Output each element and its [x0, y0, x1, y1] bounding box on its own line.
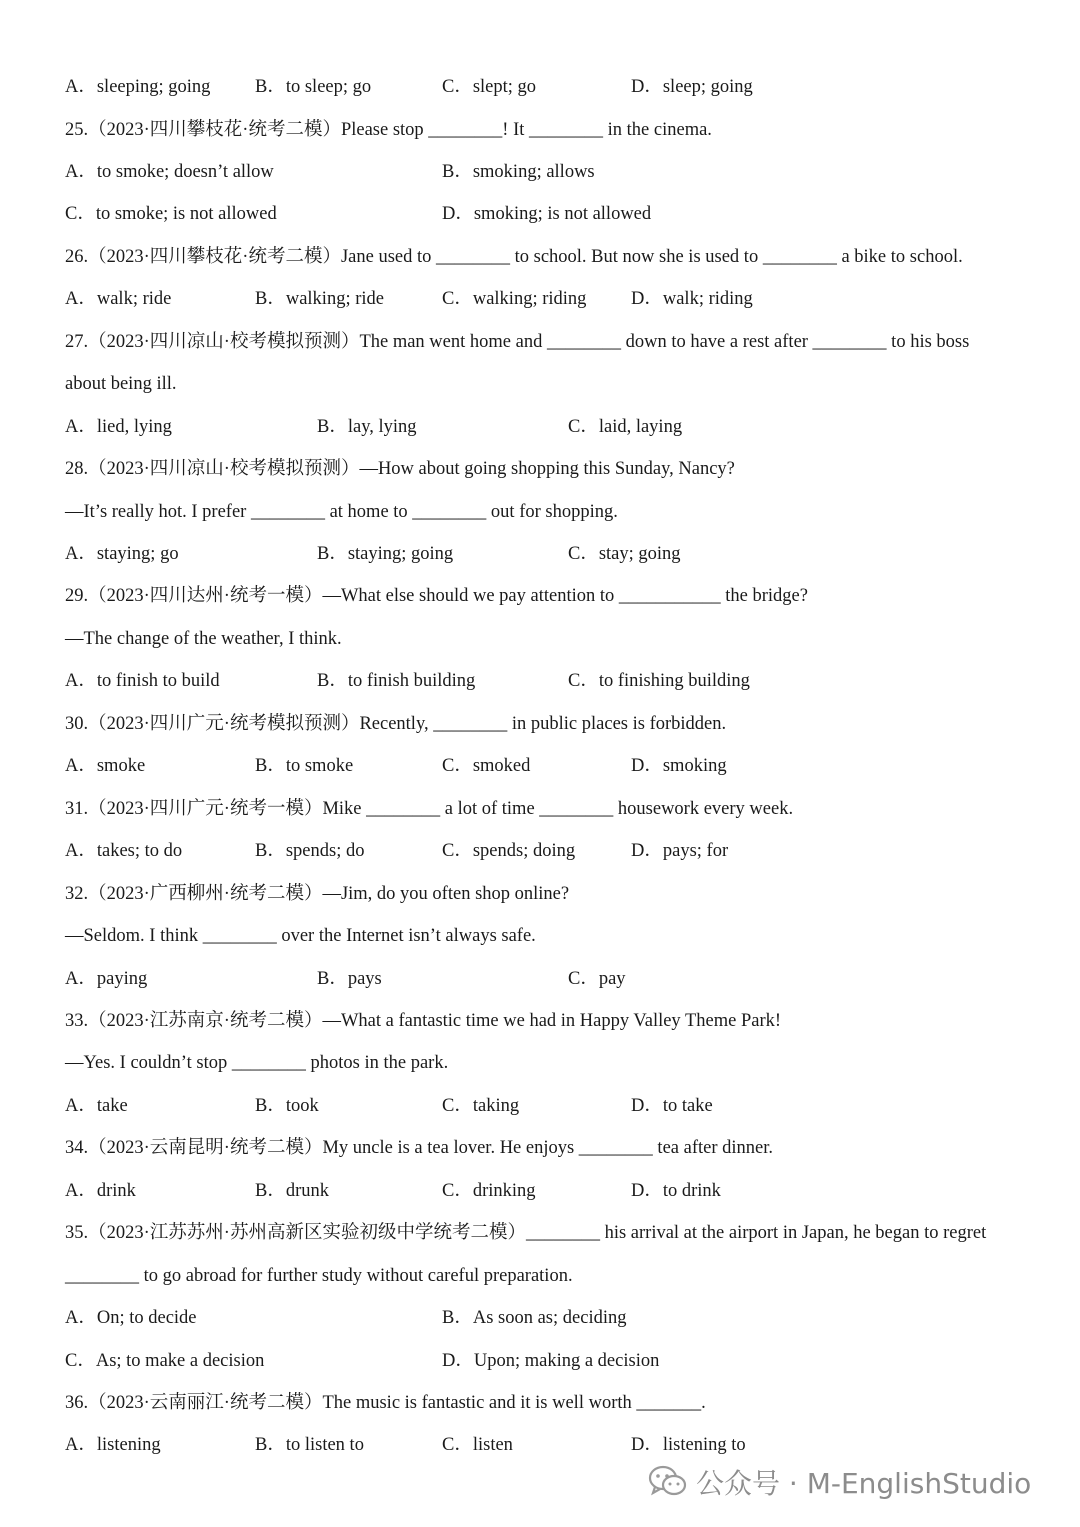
option-d: D．smoking	[631, 756, 727, 777]
option-c: C．pay	[568, 968, 626, 989]
option-c: C．spends; doing	[442, 841, 576, 862]
option-b: B．to sleep; go	[255, 77, 372, 97]
question-line: 35.（2023·江苏苏州·苏州高新区实验初级中学统考二模）________ his arrival at the airport in Japan, he began to regret	[65, 1223, 987, 1244]
option-a: A．On; to decide	[65, 1308, 197, 1329]
question-line: 28.（2023·四川凉山·校考模拟预测）—How about going shopping this Sunday, Nancy?	[65, 459, 735, 480]
options-row	[65, 751, 1030, 781]
option-a: A．walk; ride	[65, 289, 172, 310]
option-c: C．walking; riding	[442, 289, 587, 310]
question-line: 29.（2023·四川达州·统考一模）—What else should we pay attention to ___________ the bridge?	[65, 586, 808, 607]
option-b: D．smoking; is not allowed	[442, 204, 652, 225]
question-line: —It’s really hot. I prefer ________ at home to ________ out for shopping.	[65, 501, 618, 522]
question-line: ________ to go abroad for further study without careful preparation.	[65, 1265, 573, 1286]
options-row	[65, 412, 1030, 442]
watermark-text: 公众号 · M-EnglishStudio	[696, 1467, 1032, 1500]
option-a: A．staying; go	[65, 544, 179, 564]
options-row	[65, 199, 1030, 229]
option-a: A．lied, lying	[65, 416, 172, 437]
question-line: 31.（2023·四川广元·统考一模）Mike ________ a lot of time ________ housework every week.	[65, 798, 794, 819]
option-b: B．spends; do	[255, 841, 365, 862]
options-row	[65, 284, 1030, 314]
option-c: C．slept; go	[442, 77, 537, 97]
options-row	[65, 964, 1030, 994]
option-b: B．to smoke	[255, 756, 354, 777]
question-line: —Seldom. I think ________ over the Internet isn’t always safe.	[65, 926, 536, 946]
question-line: 34.（2023·云南昆明·统考二模）My uncle is a tea lover. He enjoys ________ tea after dinner.	[65, 1138, 773, 1159]
option-c: C．drinking	[442, 1180, 536, 1201]
option-c: C．to finishing building	[568, 671, 750, 692]
question-line: 32.（2023·广西柳州·统考二模）—Jim, do you often shop online?	[65, 883, 570, 904]
option-a: A．to smoke; doesn’t allow	[65, 161, 274, 182]
options-row	[65, 666, 1030, 696]
option-d: D．listening to	[631, 1435, 746, 1456]
options-row	[65, 1091, 1030, 1121]
option-a: C．As; to make a decision	[65, 1350, 265, 1371]
option-b: B．lay, lying	[317, 416, 417, 437]
watermark	[648, 1462, 1031, 1502]
option-d: D．pays; for	[631, 841, 729, 862]
option-a: A．sleeping; going	[65, 77, 211, 97]
option-a: A．paying	[65, 968, 148, 989]
options-row	[65, 539, 1030, 569]
options-row	[65, 1303, 1030, 1333]
option-b: B．to listen to	[255, 1435, 364, 1456]
option-b: B．smoking; allows	[442, 161, 595, 182]
option-b: B．As soon as; deciding	[442, 1308, 627, 1329]
option-a: A．take	[65, 1095, 128, 1116]
option-a: A．listening	[65, 1435, 161, 1456]
question-line: 30.（2023·四川广元·统考模拟预测）Recently, ________ in public places is forbidden.	[65, 713, 727, 734]
option-a: A．smoke	[65, 756, 146, 777]
option-b: B．pays	[317, 968, 382, 989]
options-row	[65, 836, 1030, 866]
options-row	[65, 1430, 1030, 1460]
option-b: B．drunk	[255, 1180, 330, 1201]
wechat-icon	[648, 1465, 688, 1499]
question-line: —The change of the weather, I think.	[65, 628, 342, 649]
option-c: C．taking	[442, 1095, 520, 1116]
options-row	[65, 72, 1030, 102]
options-row	[65, 1176, 1030, 1206]
question-line: 26.（2023·四川攀枝花·统考二模）Jane used to ________ to school. But now she is used to ________ a bike to school.	[65, 246, 963, 267]
options-row	[65, 157, 1030, 187]
option-b: B．to finish building	[317, 671, 476, 692]
option-b: D．Upon; making a decision	[442, 1350, 660, 1371]
options-row	[65, 1346, 1030, 1376]
option-c: C．stay; going	[568, 544, 681, 564]
option-a: C．to smoke; is not allowed	[65, 204, 277, 225]
option-c: C．smoked	[442, 756, 531, 777]
option-b: B．took	[255, 1095, 319, 1116]
question-line: 36.（2023·云南丽江·统考二模）The music is fantastic and it is well worth _______.	[65, 1393, 706, 1413]
option-c: C．listen	[442, 1435, 513, 1456]
option-a: A．takes; to do	[65, 841, 183, 862]
question-line: 33.（2023·江苏南京·统考二模）—What a fantastic time we had in Happy Valley Theme Park!	[65, 1010, 782, 1031]
option-d: D．to take	[631, 1095, 713, 1116]
question-line: 25.（2023·四川攀枝花·统考二模）Please stop ________! It ________ in the cinema.	[65, 119, 712, 140]
option-b: B．staying; going	[317, 544, 454, 564]
question-line: about being ill.	[65, 374, 177, 395]
question-line: 27.（2023·四川凉山·校考模拟预测）The man went home and ________ down to have a rest after ________ to his boss	[65, 331, 970, 352]
option-d: D．to drink	[631, 1180, 721, 1201]
option-a: A．drink	[65, 1180, 136, 1201]
option-a: A．to finish to build	[65, 671, 220, 692]
option-d: D．walk; riding	[631, 289, 753, 310]
option-b: B．walking; ride	[255, 289, 384, 310]
question-line: —Yes. I couldn’t stop ________ photos in the park.	[65, 1053, 449, 1074]
option-d: D．sleep; going	[631, 77, 753, 97]
option-c: C．laid, laying	[568, 416, 683, 437]
